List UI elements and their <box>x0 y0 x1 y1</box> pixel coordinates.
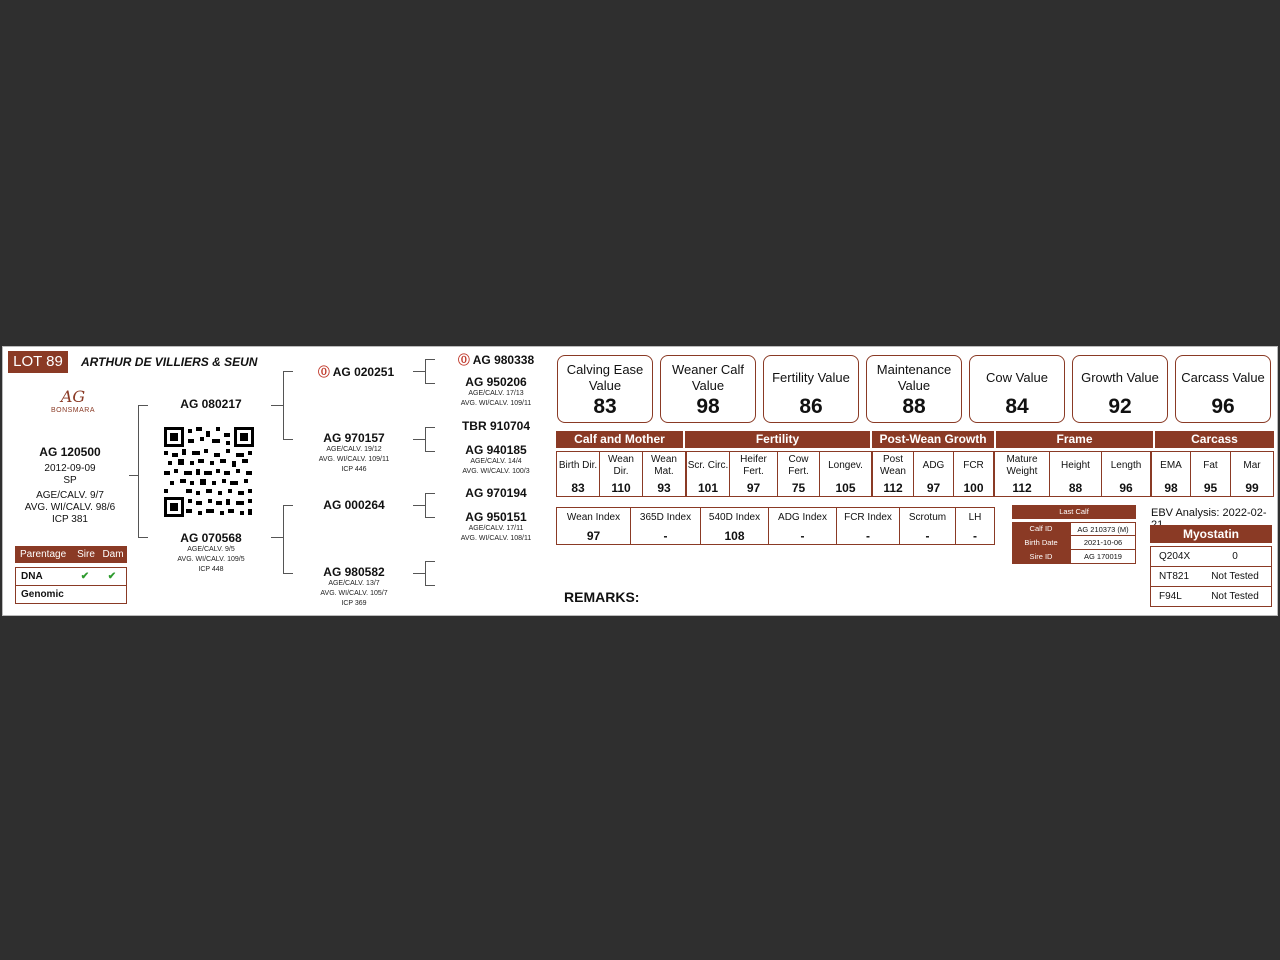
group-carcass: Carcass <box>1155 431 1274 448</box>
index-table <box>556 507 995 545</box>
parentage-row-dna: DNA ✔ ✔ <box>15 567 127 586</box>
sd-block: AG 970157 AGE/CALV. 19/12 AVG. WI/CALV. 109/11 ICP 446 <box>318 431 390 473</box>
ebv-cell: Mar 99 <box>1230 452 1273 496</box>
sire-id: AG 080217 <box>180 397 242 411</box>
group-fertility: Fertility <box>685 431 870 448</box>
check-icon: ✔ <box>80 571 90 582</box>
logo-brand: BONSMARA <box>50 407 96 414</box>
swirl-icon: 🄋 <box>317 365 330 379</box>
dss-id: AG 970194 <box>465 486 527 500</box>
ds-id: AG 000264 <box>323 498 385 512</box>
last-calf-row: Sire ID AG 170019 <box>1012 550 1136 564</box>
ebv-table <box>556 451 1274 497</box>
ebv-cell: Fat 95 <box>1190 452 1230 496</box>
lot-number: LOT 89 <box>8 351 68 373</box>
ebv-cell: Wean Dir. 110 <box>599 452 642 496</box>
parentage-header: Parentage Sire Dam <box>15 546 127 563</box>
ebv-cell: Cow Fert. 75 <box>777 452 819 496</box>
value-tile-cow: Cow Value 84 <box>969 355 1065 423</box>
ebv-cell: Length 96 <box>1101 452 1150 496</box>
value-tile-calving-ease: Calving Ease Value 83 <box>557 355 653 423</box>
swirl-icon: 🄋 <box>457 353 470 367</box>
value-tile-weaner-calf: Weaner Calf Value 98 <box>660 355 756 423</box>
lot-card <box>2 346 1278 616</box>
value-tile-fertility: Fertility Value 86 <box>763 355 859 423</box>
ss-block: 🄋 AG 020251 <box>317 365 395 379</box>
ssd-block: AG 950206 AGE/CALV. 17/13 AVG. WI/CALV. 109/11 <box>460 375 532 407</box>
index-cell: FCR Index - <box>836 508 899 544</box>
ebv-cell: Heifer Fert. 97 <box>729 452 777 496</box>
dsd-block: AG 950151 AGE/CALV. 17/11 AVG. WI/CALV. 108/11 <box>460 510 532 542</box>
animal-id: AG 120500 <box>39 445 101 459</box>
animal-dob: 2012-09-09 <box>44 463 96 474</box>
last-calf-row: Calf ID AG 210373 (M) <box>1012 522 1136 536</box>
ebv-cell: Longev. 105 <box>819 452 871 496</box>
qr-code-icon <box>164 427 254 517</box>
last-calf-row: Birth Date 2021-10-06 <box>1012 536 1136 550</box>
index-cell: ADG Index - <box>768 508 836 544</box>
animal-age-calv: AGE/CALV. 9/7 <box>36 490 104 501</box>
logo-mark: AG <box>60 387 86 406</box>
value-tile-growth: Growth Value 92 <box>1072 355 1168 423</box>
ebv-analysis-date: EBV Analysis: 2022-02- <box>1151 507 1267 519</box>
remarks-label: REMARKS: <box>564 589 640 605</box>
owner-name: ARTHUR DE VILLIERS & SEUN <box>81 355 258 369</box>
ebv-cell: FCR 100 <box>953 452 993 496</box>
value-tile-maintenance: Maintenance Value 88 <box>866 355 962 423</box>
index-cell: 540D Index 108 <box>700 508 768 544</box>
myostatin-table <box>1150 525 1272 607</box>
index-cell: Wean Index 97 <box>566 512 621 543</box>
sds-id: TBR 910704 <box>461 419 531 433</box>
last-calf-table <box>1012 505 1136 564</box>
animal-info <box>11 445 129 526</box>
dd-block: AG 980582 AGE/CALV. 13/7 AVG. WI/CALV. 105/7 ICP 369 <box>320 565 388 607</box>
ebv-cell: Height 88 <box>1049 452 1101 496</box>
myostatin-row: F94L Not Tested <box>1150 587 1272 607</box>
ebv-cell: ADG 97 <box>913 452 953 496</box>
dam-id: AG 070568 <box>180 531 242 545</box>
parentage-row-genomic: Genomic <box>15 586 127 604</box>
ebv-cell: Mature Weight 112 <box>993 452 1049 496</box>
index-cell: 365D Index - <box>630 508 700 544</box>
index-cell: Scrotum - <box>899 508 955 544</box>
index-cell: LH - <box>955 508 994 544</box>
ebv-cell: Birth Dir. 83 <box>558 460 598 495</box>
animal-icp: ICP 381 <box>52 514 88 525</box>
ebv-cell: Scr. Circ. 101 <box>685 452 729 496</box>
sss-block: 🄋 AG 980338 <box>457 353 535 367</box>
group-post-wean-growth: Post-Wean Growth <box>872 431 994 448</box>
group-frame: Frame <box>996 431 1153 448</box>
dam-block: AG 070568 AGE/CALV. 9/5 AVG. WI/CALV. 109/5 ICP 448 <box>151 531 271 575</box>
ebv-cell: Post Wean 112 <box>871 452 913 496</box>
ebv-cell: EMA 98 <box>1150 452 1190 496</box>
myostatin-title: Myostatin <box>1150 525 1272 543</box>
myostatin-row: Q204X 0 <box>1150 546 1272 567</box>
check-icon: ✔ <box>107 571 117 582</box>
last-calf-title: Last Calf <box>1012 505 1136 519</box>
group-calf-and-mother: Calf and Mother <box>556 431 683 448</box>
value-tile-carcass: Carcass Value 96 <box>1175 355 1271 423</box>
bonsmara-logo <box>49 387 97 427</box>
parentage-table <box>15 546 127 604</box>
animal-avg-wi: AVG. WI/CALV. 98/6 <box>24 502 116 513</box>
animal-type: SP <box>63 475 77 486</box>
myostatin-row: NT821 Not Tested <box>1150 567 1272 587</box>
sdd-block: AG 940185 AGE/CALV. 14/4 AVG. WI/CALV. 100/3 <box>462 443 530 475</box>
ebv-cell: Wean Mat. 93 <box>642 452 685 496</box>
